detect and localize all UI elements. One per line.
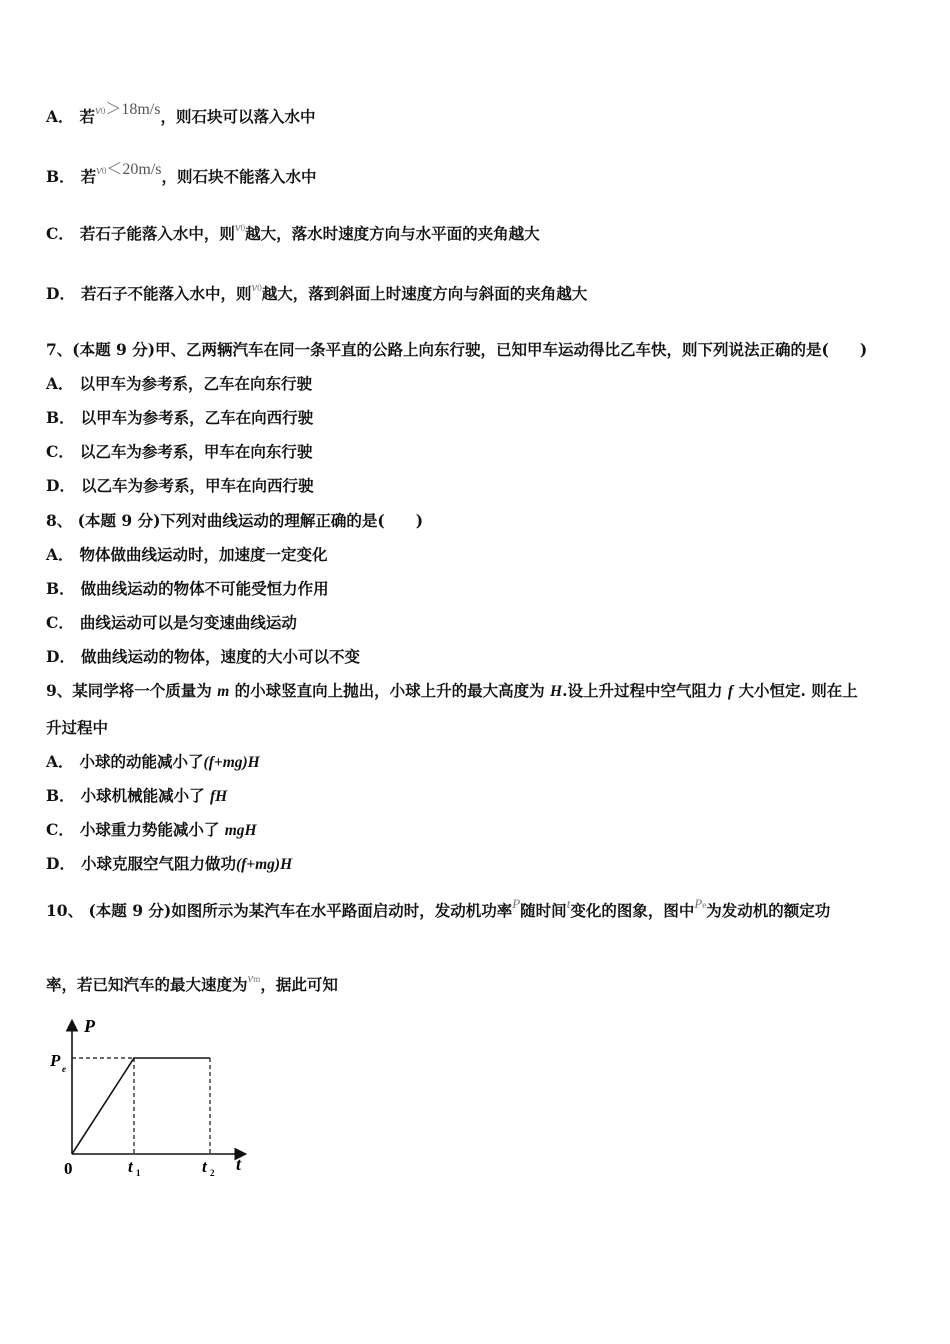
option-label: C． bbox=[46, 224, 74, 243]
origin-label: 0 bbox=[64, 1159, 73, 1178]
q9-option-b: B． 小球机械能减小了 fH bbox=[46, 786, 228, 805]
pe-label-sub: e bbox=[62, 1064, 66, 1074]
t2-label-sub: 2 bbox=[210, 1168, 215, 1178]
q8-option-d: D． 做曲线运动的物体，速度的大小可以不变 bbox=[46, 647, 360, 666]
q8-option-c: C． 曲线运动可以是匀变速曲线运动 bbox=[46, 613, 297, 632]
option-label: D． bbox=[46, 284, 75, 303]
q9-option-c: C． 小球重力势能减小了 mgH bbox=[46, 820, 257, 839]
speed-condition: ＞18m/s bbox=[105, 101, 161, 118]
p-symbol: P bbox=[512, 896, 521, 911]
q10-stem: 10、 (本题 9 分)如图所示为某汽车在水平路面启动时，发动机功率$^P$随时间$^t$变化的图象，图中$^{Pe}$为发动机的额定功 bbox=[46, 896, 831, 920]
option-label: B． bbox=[46, 167, 75, 186]
vm-symbol: vm bbox=[247, 970, 261, 985]
q9-stem: 9、某同学将一个质量为 m 的小球竖直向上抛出，小球上升的最大高度为 H.设上升过程中空气阻力 f 大小恒定. 则在上 bbox=[46, 681, 858, 700]
pe-label: P bbox=[50, 1051, 61, 1070]
option-label: A． bbox=[46, 107, 74, 126]
q6-option-c: C． 若石子能落入水中，则$^{v0}$越大，落水时速度方向与水平面的夹角越大 bbox=[46, 219, 540, 243]
q7-option-a: A． 以甲车为参考系，乙车在向东行驶 bbox=[46, 374, 313, 393]
q8-stem: 8、 (本题 9 分)下列对曲线运动的理解正确的是( ) bbox=[46, 511, 424, 530]
q6-option-d: D． 若石子不能落入水中，则$^{v0}$越大，落到斜面上时速度方向与斜面的夹角越大 bbox=[46, 279, 588, 303]
q8-option-a: A． 物体做曲线运动时，加速度一定变化 bbox=[46, 545, 328, 564]
v0-symbol: v0 bbox=[251, 279, 262, 294]
speed-condition: ＜20m/s bbox=[106, 161, 162, 178]
q7-stem: 7、(本题 9 分)甲、乙两辆汽车在同一条平直的公路上向东行驶，已知甲车运动得比乙车快，则下列说法正确的是( ) bbox=[46, 340, 868, 359]
q8-option-b: B． 做曲线运动的物体不可能受恒力作用 bbox=[46, 579, 329, 598]
q9-option-d: D． 小球克服空气阻力做功(f+mg)H bbox=[46, 854, 293, 873]
q7-option-c: C． 以乙车为参考系，甲车在向东行驶 bbox=[46, 442, 313, 461]
t-symbol: t bbox=[566, 896, 571, 911]
q6-option-a: A． 若$^{v0}$＞18m/s，则石块可以落入水中 bbox=[46, 101, 316, 126]
t1-label: t bbox=[128, 1157, 133, 1176]
q6-option-b: B． 若$^{v0}$＜20m/s，则石块不能落入水中 bbox=[46, 161, 317, 186]
q10-stem-cont: 率，若已知汽车的最大速度为$^{vm}$，据此可知 bbox=[46, 970, 338, 994]
power-curve bbox=[72, 1058, 210, 1154]
v0-symbol: v0 bbox=[96, 162, 107, 177]
pe-symbol: Pe bbox=[694, 896, 707, 911]
y-axis-label: P bbox=[84, 1016, 95, 1036]
q7-option-b: B． 以甲车为参考系，乙车在向西行驶 bbox=[46, 408, 314, 427]
q9-stem-cont: 升过程中 bbox=[46, 718, 109, 737]
t1-label-sub: 1 bbox=[136, 1168, 141, 1178]
v0-symbol: v0 bbox=[234, 219, 246, 234]
t2-label: t bbox=[202, 1157, 207, 1176]
q7-option-d: D． 以乙车为参考系，甲车在向西行驶 bbox=[46, 476, 314, 495]
v0-symbol: v0 bbox=[95, 102, 106, 117]
q9-option-a: A． 小球的动能减小了(f+mg)H bbox=[46, 752, 260, 771]
x-axis-label: t bbox=[236, 1154, 242, 1174]
power-time-graph bbox=[44, 1014, 264, 1184]
